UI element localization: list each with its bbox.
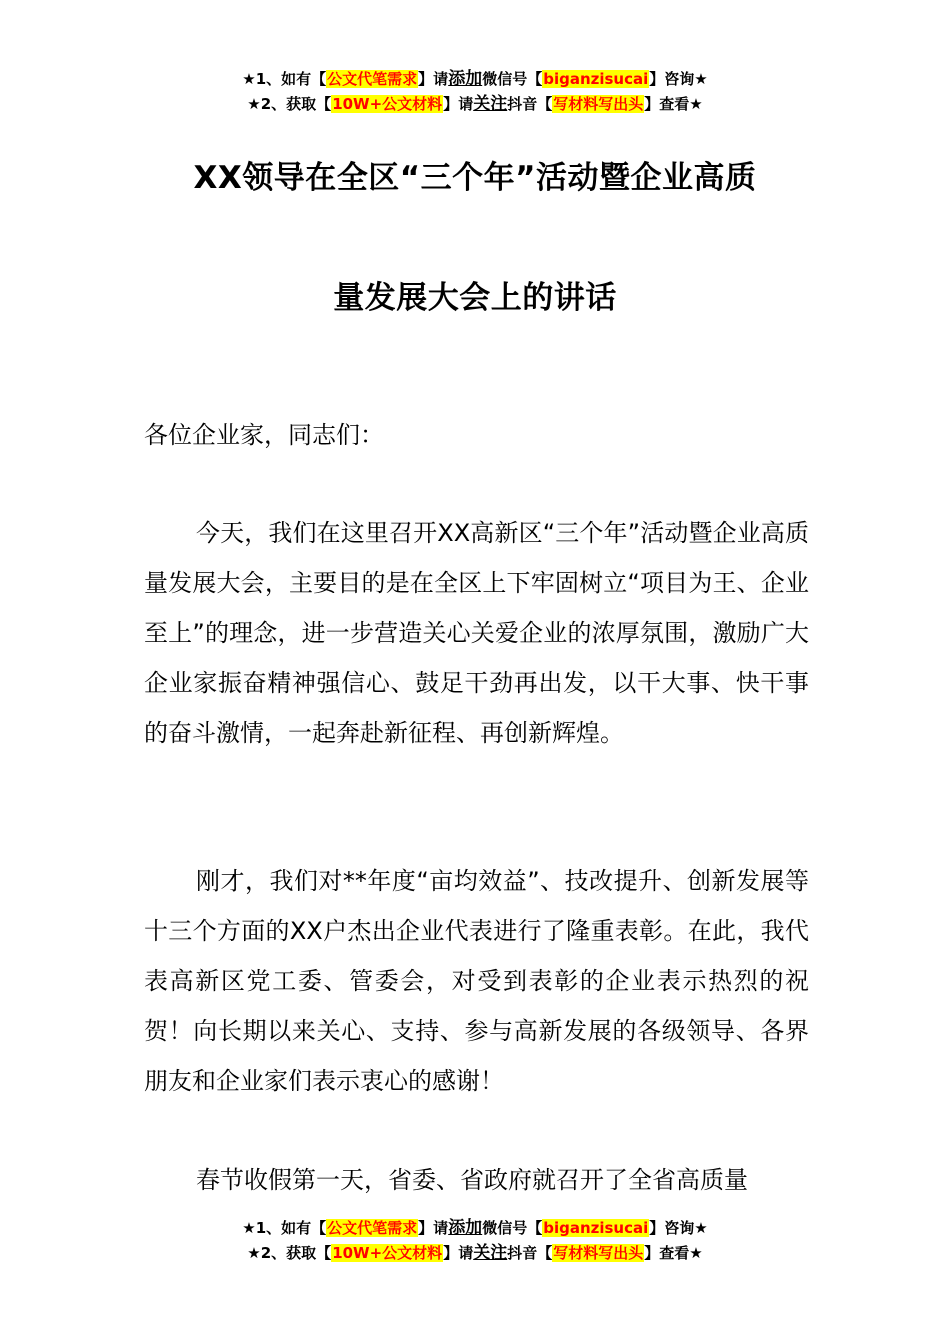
header-banner <box>0 67 950 117</box>
banner-text: ★2、获取【 <box>247 95 332 113</box>
banner-text: 】请 <box>418 70 449 88</box>
banner-line-1 <box>0 67 950 92</box>
banner-highlight: 公文代笔需求 <box>327 70 418 88</box>
banner-wechat-id: biganzisucai <box>543 1219 649 1237</box>
banner-text: 抖音【 <box>507 1244 553 1262</box>
banner-text: 】请 <box>443 95 474 113</box>
banner-text: 】查看★ <box>644 1244 703 1262</box>
paragraph-3: 春节收假第一天，省委、省政府就召开了全省高质量 <box>196 1166 748 1194</box>
banner-douyin-id: 写材料写出头 <box>553 1244 644 1262</box>
banner-text: 微信号【 <box>482 70 543 88</box>
banner-wechat-id: biganzisucai <box>543 70 649 88</box>
banner-text: 】查看★ <box>644 95 703 113</box>
banner-highlight: 公文代笔需求 <box>327 1219 418 1237</box>
banner-text: 】请 <box>418 1219 449 1237</box>
banner-underline: 关注 <box>473 1243 508 1263</box>
banner-highlight: 10W+公文材料 <box>332 95 443 113</box>
banner-text: 】咨询★ <box>649 1219 708 1237</box>
document-title-line-2: 量发展大会上的讲话 <box>333 280 617 316</box>
banner-text: 微信号【 <box>482 1219 543 1237</box>
banner-line-2 <box>0 1241 950 1266</box>
salutation: 各位企业家，同志们： <box>144 421 384 449</box>
banner-line-1 <box>0 1216 950 1241</box>
paragraph-1: 今天，我们在这里召开XX高新区“三个年”活动暨企业高质量发展大会，主要目的是在全区上下牢固树立“项目为王、企业至上”的理念，进一步营造关心关爱企业的浓厚氛围，激励广大企业家振奋精神强信心、鼓足干劲再出发，以干大事、快干事的奋斗激情，一起奔赴新征程、再创新辉煌。 <box>144 519 809 747</box>
banner-line-2 <box>0 92 950 117</box>
banner-highlight: 10W+公文材料 <box>332 1244 443 1262</box>
document-title-line-1: XX领导在全区“三个年”活动暨企业高质 <box>193 160 757 196</box>
banner-text: 】咨询★ <box>649 70 708 88</box>
banner-underline: 关注 <box>473 94 508 114</box>
banner-text: ★1、如有【 <box>242 1219 327 1237</box>
banner-underline: 添加 <box>448 69 483 89</box>
banner-text: ★1、如有【 <box>242 70 327 88</box>
paragraph-2: 刚才，我们对**年度“亩均效益”、技改提升、创新发展等十三个方面的XX户杰出企业代表进行了隆重表彰。在此，我代表高新区党工委、管委会，对受到表彰的企业表示热烈的祝贺！向长期以来关心、支持、参与高新发展的各级领导、各界朋友和企业家们表示衷心的感谢！ <box>144 867 809 1095</box>
banner-underline: 添加 <box>448 1218 483 1238</box>
banner-text: ★2、获取【 <box>247 1244 332 1262</box>
footer-banner <box>0 1216 950 1266</box>
banner-douyin-id: 写材料写出头 <box>553 95 644 113</box>
banner-text: 】请 <box>443 1244 474 1262</box>
banner-text: 抖音【 <box>507 95 553 113</box>
